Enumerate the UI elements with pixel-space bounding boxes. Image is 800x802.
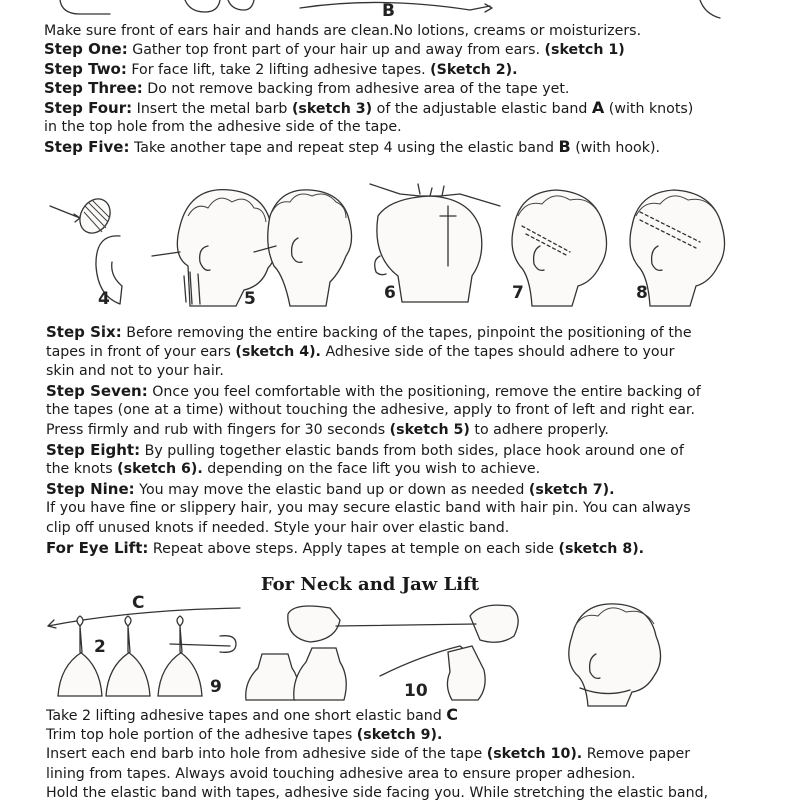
line-label: For Eye Lift: [46, 538, 149, 557]
sketch-8-eye-lift [630, 190, 725, 306]
sketch-label-b: B [382, 1, 395, 21]
steps-b-line [46, 460, 540, 478]
line-label: Step Four: [44, 98, 133, 117]
steps-c-line [46, 784, 708, 802]
steps-a-line [44, 138, 660, 157]
sketch-9-trim-tape [158, 616, 236, 697]
elastic-band-c [48, 593, 240, 628]
steps-b-line [46, 539, 644, 558]
line-pre: in the top hole from the adhesive side of the tape. [44, 119, 402, 136]
line-pre: Gather top front part of your hair up and away from ears. [127, 42, 541, 58]
sketch-row-9-10 [40, 593, 760, 706]
line-pre: Trim top hole portion of the adhesive tapes [46, 726, 353, 743]
sketch-6-back-of-head [370, 184, 500, 303]
line-ref: (Sketch 2). [430, 61, 518, 78]
line-ref: (sketch 6). [117, 461, 203, 478]
sketch-neck-lift-head [569, 604, 661, 706]
sketch-2-tapes [58, 616, 150, 696]
sketch-2-number: 2 [94, 637, 106, 657]
sketch-5-number: 5 [244, 289, 256, 309]
line-big: C [446, 705, 459, 724]
sketch-9-number: 9 [210, 677, 222, 697]
sketch-10-number: 10 [404, 681, 428, 701]
steps-c-line [46, 726, 442, 744]
line-pre: the tapes (one at a time) without touching the adhesive, apply to front of left and right ear. [46, 402, 695, 419]
intro-text: Make sure front of ears hair and hands are clean.No lotions, creams or moisturizers. [44, 23, 642, 39]
line-pre: skin and not to your hair. [46, 363, 224, 380]
line-post: depending on the face lift you wish to achieve. [202, 461, 541, 478]
sketch-row-4-8 [40, 176, 760, 326]
steps-b-line [46, 382, 701, 401]
top-sketch-strip [0, 0, 800, 22]
line-post: Remove paper [582, 746, 691, 763]
steps-a-line [44, 40, 625, 59]
sketch-6-number: 6 [384, 283, 396, 303]
sketch-5-head-with-fingers [152, 190, 275, 309]
line-pre: Press firmly and rub with fingers for 30 seconds [46, 422, 386, 438]
sketch-7-head-elastic [512, 190, 607, 306]
steps-b-line [46, 421, 609, 439]
steps-b-line [46, 499, 691, 517]
line-pre: Do not remove backing from adhesive area of the tape yet. [142, 81, 570, 98]
sketch-8-number: 8 [636, 283, 648, 303]
steps-b-line [46, 323, 692, 342]
steps-a-line [44, 79, 569, 98]
line-ref: (sketch 5) [389, 422, 470, 438]
line-pre: Once you feel comfortable with the positioning, remove the entire backing of [147, 383, 701, 400]
sketch-head-side [254, 190, 352, 306]
steps-b-line [46, 519, 509, 537]
line-pre: lining from tapes. Always avoid touching adhesive area to ensure proper adhesion. [46, 765, 636, 782]
line-post: Adhesive side of the tapes should adhere to your [320, 343, 675, 360]
sketch-4-ear-with-tape [50, 193, 122, 309]
steps-c-line [46, 706, 458, 725]
line-label: Step One: [44, 40, 128, 58]
line-big: A [591, 97, 605, 117]
sketch-7-number: 7 [512, 283, 524, 303]
line-ref: (sketch 9). [356, 726, 443, 743]
line-label: Step Two: [44, 59, 127, 78]
band-c-label: C [132, 593, 145, 613]
line-ref: (sketch 3) [291, 100, 373, 117]
line-pre: Take 2 lifting adhesive tapes and one short elastic band [46, 708, 442, 724]
steps-b-line [46, 362, 224, 380]
line-label: Step Six: [46, 323, 122, 341]
line-pre: If you have fine or slippery hair, you may secure elastic band with hair pin. You can always [46, 500, 691, 517]
line-tail: (with hook). [570, 140, 660, 156]
steps-b-line [46, 343, 674, 361]
line-pre: Before removing the entire backing of the tapes, pinpoint the positioning of the [121, 325, 692, 341]
line-pre: Insert the metal barb [132, 100, 288, 117]
line-pre: Insert each end barb into hole from adhesive side of the tape [46, 746, 483, 763]
line-pre: You may move the elastic band up or down as needed [134, 481, 525, 498]
steps-a-line [44, 118, 402, 136]
steps-b-line [46, 441, 684, 460]
line-pre: For face lift, take 2 lifting adhesive tapes. [126, 61, 426, 78]
neck-jaw-lift-heading: For Neck and Jaw Lift [260, 574, 480, 595]
line-ref: (sketch 8). [558, 540, 645, 557]
line-label: Step Seven: [46, 381, 148, 400]
line-post: to adhere properly. [469, 422, 609, 438]
steps-a-line [44, 99, 693, 118]
line-pre: tapes in front of your ears [46, 343, 231, 360]
steps-b-line [46, 480, 614, 499]
line-post: of the adjustable elastic band [372, 100, 588, 117]
steps-c-line [46, 745, 690, 763]
sketch-4-number: 4 [98, 289, 110, 309]
line-pre: Hold the elastic band with tapes, adhesive side facing you. While stretching the elastic band, [46, 785, 709, 802]
steps-b-line [46, 401, 695, 419]
line-pre: Repeat above steps. Apply tapes at temple on each side [148, 540, 554, 557]
line-ref: (sketch 4). [235, 343, 321, 360]
line-label: Step Nine: [46, 479, 135, 498]
steps-a-line [44, 60, 518, 79]
steps-c-line [46, 765, 636, 783]
line-ref: (sketch 10). [486, 746, 583, 763]
trimmed-tapes [246, 648, 347, 700]
line-label: Step Five: [44, 138, 130, 156]
line-label: Step Eight: [46, 440, 141, 459]
line-ref: (sketch 7). [528, 481, 615, 498]
line-big: B [558, 137, 571, 156]
line-pre: clip off unused knots if needed. Style your hair over elastic band. [46, 520, 510, 536]
line-tail: (with knots) [604, 100, 694, 117]
line-pre: By pulling together elastic bands from both sides, place hook around one of [140, 442, 684, 459]
line-pre: the knots [46, 461, 113, 478]
line-pre: Take another tape and repeat step 4 using the elastic band [129, 140, 554, 156]
line-ref: (sketch 1) [544, 42, 625, 58]
line-label: Step Three: [44, 79, 143, 98]
